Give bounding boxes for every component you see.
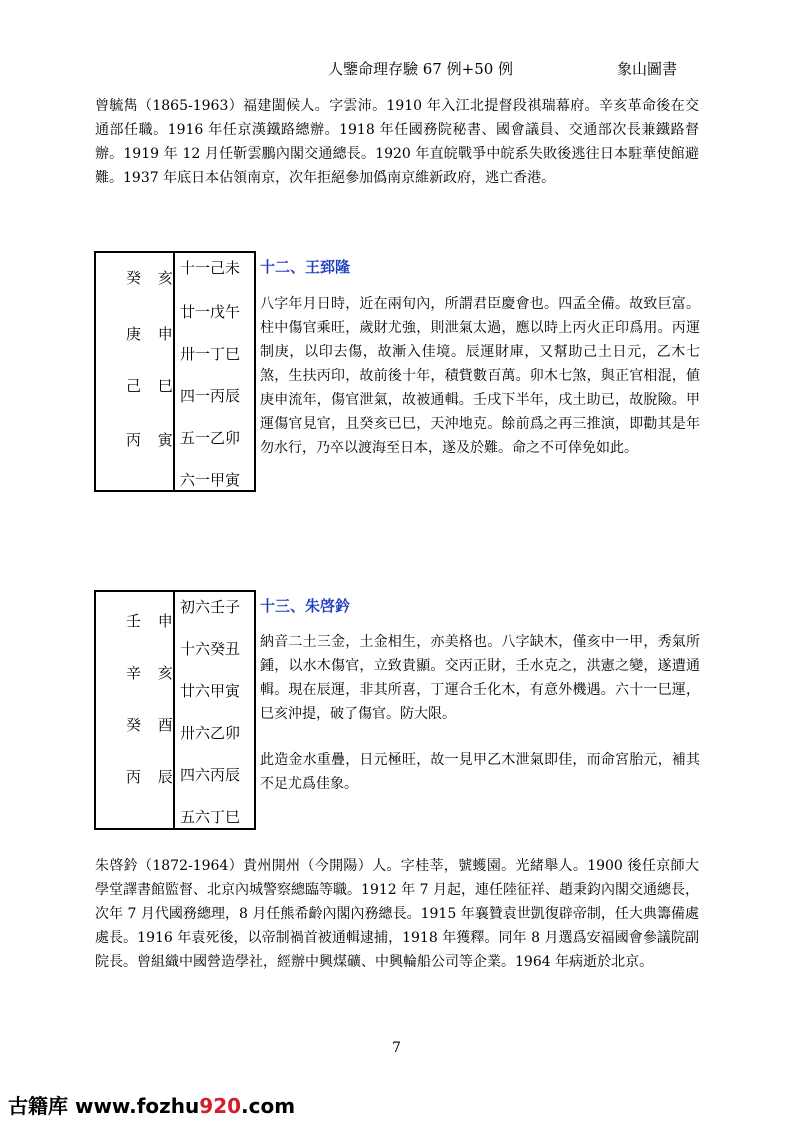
case13-luck-2: 十六癸丑 [180, 640, 241, 658]
case12-luck-4: 四一丙辰 [180, 387, 241, 405]
bio-paragraph: 朱啓鈐（1872-1964）貴州開州（今開陽）人。字桂莘，號蠖園。光緒舉人。1900 後任京師大學堂譯書館監督、北京內城警察總臨等職。1912 年 7 月起，連任陸征祥、趙秉鈞內閣交通總長，次年 7 月代國務總理，8 月任熊希齡內閣內務總長。1915 年襄贊袁世凱復辟帝制，任大典籌備處處長。1916 年袁死後，以帝制禍首被通輯逮捕，1918 年獲釋。同年 8 月選爲安福國會參議院副院長。曾組織中國營造學社，經辦中興煤礦、中興輪船公司等企業。1964 年病逝於北京。 [95, 858, 699, 970]
watermark-suffix: .com [241, 1094, 296, 1118]
case13-pillar-year: 壬 申 [126, 612, 179, 630]
case12-luck-5: 五一乙卯 [180, 429, 241, 447]
case13-chart [94, 590, 256, 830]
case13-text-1: 納音二土三金，土金相生，亦美格也。八字缺木，僅亥中一甲，秀氣所鍾，以水木傷官，立致貴顯。交丙正財，壬水克之，洪憲之變，遂遭通輯。現在辰運，非其所喜，丁運合壬化木，有意外機遇。六十一巳運，巳亥沖提，破了傷官。防大限。 [260, 634, 700, 722]
case12-luck-1: 十一己未 [180, 259, 241, 277]
case13-pillar-day: 癸 酉 [126, 716, 179, 734]
case13-luck-3: 廿六甲寅 [180, 682, 241, 700]
watermark [8, 1090, 295, 1119]
case13-pillar-hour: 丙 辰 [126, 768, 179, 786]
case13-pillar-month: 辛 亥 [126, 664, 179, 682]
case12-pillar-year: 癸 亥 [126, 269, 179, 287]
case12-text: 八字年月日時，近在兩旬內，所謂君臣慶會也。四孟全備。故致巨富。柱中傷官乘旺，歲財尤強，則泄氣太過，應以時上丙火正印爲用。丙運制庚，以印去傷，故漸入佳境。辰運財庫，又幫助己土日元，乙木七煞，生扶丙印，故前後十年，積貲數百萬。卯木七煞，與正官相混，値庚申流年，傷官泄氣，故被通輯。壬戌下半年，戌土助已，故脫險。甲運傷官見官，且癸亥已巳，天沖地克。餘前爲之再三推演，即勸其是年勿水行，乃卒以渡海至日本，遂及於難。命之不可倖免如此。 [260, 296, 700, 456]
case12-luck-2: 廿一戊午 [180, 303, 241, 321]
header-title: 人鑒命理存驗 67 例+50 例 [328, 60, 514, 78]
page-number: 7 [392, 1040, 401, 1056]
case13-text-2: 此造金水重疊，日元極旺，故一見甲乙木泄氣即佳，而命宮胎元，補其不足尤爲佳象。 [260, 752, 700, 792]
case12-luck-3: 卅一丁巳 [180, 345, 241, 363]
case12-chart [94, 251, 256, 492]
case12-title: 十二、王郅隆 [260, 258, 351, 276]
case12-pillar-hour: 丙 寅 [126, 431, 179, 449]
watermark-prefix: 古籍库 www.fozhu [8, 1094, 200, 1118]
watermark-highlight: 920 [199, 1094, 242, 1118]
case13-luck-5: 四六丙辰 [180, 766, 241, 784]
header-publisher: 象山圖書 [617, 60, 678, 78]
case12-luck-6: 六一甲寅 [180, 471, 241, 489]
chart-divider [173, 253, 175, 490]
intro-paragraph: 曾毓雋（1865-1963）福建閩候人。字雲沛。1910 年入江北提督段祺瑞幕府。辛亥革命後在交通部任職。1916 年任京漢鐵路總辦。1918 年任國務院秘書、國會議員、交通部次長兼鐵路督辦。1919 年 12 月任靳雲鵬內閣交通總長。1920 年直皖戰爭中皖系失敗後逃往日本駐華使館避難。1937 年底日本佔領南京，次年拒絕參加僞南京維新政府，逃亡香港。 [95, 98, 699, 186]
case13-title: 十三、朱啓鈐 [260, 597, 351, 615]
case12-pillar-month: 庚 申 [126, 325, 179, 343]
case13-luck-6: 五六丁巳 [180, 808, 241, 826]
case12-pillar-day: 己 巳 [126, 377, 179, 395]
case13-luck-1: 初六壬子 [180, 598, 241, 616]
case13-luck-4: 卅六乙卯 [180, 724, 241, 742]
